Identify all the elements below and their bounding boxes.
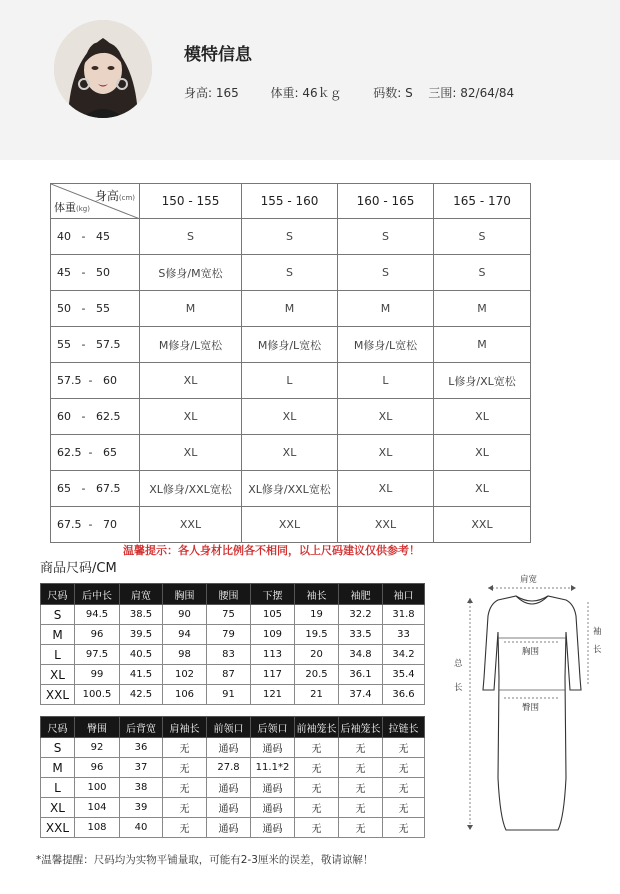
weight-row xyxy=(51,435,531,471)
model-avatar xyxy=(54,20,152,118)
arrow-down-icon xyxy=(467,825,473,830)
hip-label: 臀围 xyxy=(522,703,540,713)
weight-range-cell: 60 - 62.5 xyxy=(51,399,140,435)
size-table-row xyxy=(41,605,425,625)
measurement-cell: 无 xyxy=(383,798,425,818)
weight-range-cell: 50 - 55 xyxy=(51,291,140,327)
measurement-cell: 36.6 xyxy=(383,685,425,705)
size-recommendation-cell: S xyxy=(338,219,434,255)
height-range-header: 150 - 155 xyxy=(140,184,242,219)
size-code-cell: XL xyxy=(41,665,75,685)
size-code-cell: L xyxy=(41,645,75,665)
size-recommendation-cell: S xyxy=(434,255,531,291)
measurement-cell: 无 xyxy=(295,758,339,778)
size-table-header-cell: 尺码 xyxy=(41,717,75,738)
height-value: 165 xyxy=(215,86,239,100)
measurement-cell: 41.5 xyxy=(120,665,163,685)
chest-label: 胸围 xyxy=(522,647,540,657)
model-info-panel xyxy=(0,0,620,160)
size-table-header-cell: 肩袖长 xyxy=(163,717,207,738)
size-table-row xyxy=(41,758,425,778)
size-code-cell: M xyxy=(41,625,75,645)
model-stats-line xyxy=(184,84,514,101)
measurement-cell: 无 xyxy=(295,818,339,838)
weight-row xyxy=(51,399,531,435)
sleeve-label-2: 长 xyxy=(593,645,602,655)
measurement-cell: 通码 xyxy=(207,818,251,838)
size-recommendation-cell: M xyxy=(434,291,531,327)
size-table-row xyxy=(41,778,425,798)
height-header-row xyxy=(51,184,531,219)
size-table-header-cell: 后背宽 xyxy=(120,717,163,738)
size-recommendation-cell: XL xyxy=(140,363,242,399)
neckline-icon xyxy=(516,596,548,604)
measurement-cell: 121 xyxy=(251,685,295,705)
arrow-right-icon xyxy=(571,585,576,591)
measurement-cell: 19 xyxy=(295,605,339,625)
measurement-cell: 无 xyxy=(163,758,207,778)
size-table-header-cell: 后中长 xyxy=(75,584,120,605)
size-code-cell: S xyxy=(41,605,75,625)
weight-row xyxy=(51,291,531,327)
size-measurement-table-2 xyxy=(40,716,425,838)
size-recommendation-cell: M xyxy=(242,291,338,327)
weight-range-cell: 67.5 - 70 xyxy=(51,507,140,543)
dress-measurement-diagram xyxy=(448,568,618,848)
measurement-cell: 117 xyxy=(251,665,295,685)
measurement-cell: 19.5 xyxy=(295,625,339,645)
size-recommendation-cell: XL修身/XXL宽松 xyxy=(242,471,338,507)
measurement-cell: 109 xyxy=(251,625,295,645)
height-range-header: 165 - 170 xyxy=(434,184,531,219)
size-table-header-cell: 袖肥 xyxy=(339,584,383,605)
measurement-cell: 96 xyxy=(75,625,120,645)
size-table-row xyxy=(41,665,425,685)
measurement-cell: 无 xyxy=(383,818,425,838)
measurement-cell: 94.5 xyxy=(75,605,120,625)
measurement-cell: 98 xyxy=(163,645,207,665)
measurement-cell: 40 xyxy=(120,818,163,838)
height-label: 身高: xyxy=(184,86,213,100)
measurement-cell: 106 xyxy=(163,685,207,705)
size-table-header-cell: 臀围 xyxy=(75,717,120,738)
corner-height-label: 身高(cm) xyxy=(94,189,135,203)
weight-row xyxy=(51,219,531,255)
size-recommendation-cell: M xyxy=(338,291,434,327)
model-info-title: 模特信息 xyxy=(184,45,252,65)
size-table-row xyxy=(41,685,425,705)
corner-weight-label: 体重(kg) xyxy=(54,201,90,214)
measurement-cell: 无 xyxy=(383,758,425,778)
arrow-up-icon xyxy=(467,598,473,603)
size-code-cell: XXL xyxy=(41,818,75,838)
size-table-header-cell: 袖口 xyxy=(383,584,425,605)
size-table-header-cell: 后领口 xyxy=(251,717,295,738)
size-recommendation-cell: S xyxy=(140,219,242,255)
size-chart-heading: 商品尺码/CM xyxy=(40,561,117,576)
measurement-cell: 无 xyxy=(163,798,207,818)
measurement-cell: 34.8 xyxy=(339,645,383,665)
size-tip-notice: 温馨提示：各人身材比例各不相同，以上尺码建议仅供参考！ xyxy=(123,544,420,557)
measurement-cell: 113 xyxy=(251,645,295,665)
measurement-cell: 38 xyxy=(120,778,163,798)
measurement-cell: 104 xyxy=(75,798,120,818)
size-recommendation-cell: XL xyxy=(338,435,434,471)
measurement-cell: 42.5 xyxy=(120,685,163,705)
size-code-cell: S xyxy=(41,738,75,758)
measurement-cell: 105 xyxy=(251,605,295,625)
size-table-header-cell: 下摆 xyxy=(251,584,295,605)
size-recommendation-cell: S xyxy=(242,219,338,255)
height-range-header: 155 - 160 xyxy=(242,184,338,219)
size-recommendation-cell: XL xyxy=(140,399,242,435)
measurement-cell: 37.4 xyxy=(339,685,383,705)
size-recommendation-cell: L修身/XL宽松 xyxy=(434,363,531,399)
size-recommendation-cell: S xyxy=(242,255,338,291)
measurement-cell: 通码 xyxy=(251,818,295,838)
size-recommendation-cell: S修身/M宽松 xyxy=(140,255,242,291)
measurement-cell: 100.5 xyxy=(75,685,120,705)
measurement-cell: 39 xyxy=(120,798,163,818)
size-recommendation-cell: XL xyxy=(434,435,531,471)
size-table-row xyxy=(41,798,425,818)
measurement-cell: 无 xyxy=(295,778,339,798)
size-table-header-row xyxy=(41,717,425,738)
measurement-cell: 91 xyxy=(207,685,251,705)
measurement-cell: 通码 xyxy=(207,798,251,818)
measurement-cell: 通码 xyxy=(251,798,295,818)
measurement-cell: 无 xyxy=(295,798,339,818)
size-code-cell: L xyxy=(41,778,75,798)
measurement-cell: 37 xyxy=(120,758,163,778)
size-table-header-cell: 袖长 xyxy=(295,584,339,605)
measurement-cell: 通码 xyxy=(207,738,251,758)
measurement-cell: 75 xyxy=(207,605,251,625)
measurement-cell: 83 xyxy=(207,645,251,665)
weight-row xyxy=(51,327,531,363)
measurement-cell: 36 xyxy=(120,738,163,758)
size-table-row xyxy=(41,625,425,645)
size-recommendation-cell: M修身/L宽松 xyxy=(338,327,434,363)
measurement-cell: 无 xyxy=(339,798,383,818)
dress-outline-icon xyxy=(483,596,581,830)
size-table-header-cell: 尺码 xyxy=(41,584,75,605)
measurement-cell: 92 xyxy=(75,738,120,758)
size-table-header-cell: 前袖笼长 xyxy=(295,717,339,738)
size-recommendation-cell: XL xyxy=(140,435,242,471)
arrow-left-icon xyxy=(488,585,493,591)
measurement-cell: 35.4 xyxy=(383,665,425,685)
measurement-cell: 21 xyxy=(295,685,339,705)
measurement-cell: 无 xyxy=(383,738,425,758)
shoulder-label: 肩宽 xyxy=(520,575,538,585)
size-recommendation-cell: S xyxy=(338,255,434,291)
size-recommendation-cell: XL修身/XXL宽松 xyxy=(140,471,242,507)
measurement-cell: 34.2 xyxy=(383,645,425,665)
measurement-cell: 33.5 xyxy=(339,625,383,645)
measurement-cell: 40.5 xyxy=(120,645,163,665)
measurement-cell: 无 xyxy=(163,738,207,758)
measurement-footnote: *温馨提醒：尺码均为实物平铺量取，可能有2-3厘米的误差，敬请谅解！ xyxy=(36,854,374,866)
weight-row xyxy=(51,471,531,507)
height-range-header: 160 - 165 xyxy=(338,184,434,219)
weight-row xyxy=(51,363,531,399)
size-table-row xyxy=(41,738,425,758)
size-code-cell: M xyxy=(41,758,75,778)
weight-range-cell: 65 - 67.5 xyxy=(51,471,140,507)
size-recommendation-cell: XXL xyxy=(140,507,242,543)
weight-range-cell: 55 - 57.5 xyxy=(51,327,140,363)
size-table-row xyxy=(41,818,425,838)
measurement-cell: 无 xyxy=(339,738,383,758)
size-recommendation-cell: M xyxy=(434,327,531,363)
weight-range-cell: 62.5 - 65 xyxy=(51,435,140,471)
measurement-cell: 无 xyxy=(339,778,383,798)
size-code-cell: XL xyxy=(41,798,75,818)
size-label: 码数: xyxy=(373,86,402,100)
measurement-cell: 90 xyxy=(163,605,207,625)
size-recommendation-cell: XL xyxy=(242,399,338,435)
weight-range-cell: 40 - 45 xyxy=(51,219,140,255)
measurement-cell: 100 xyxy=(75,778,120,798)
weight-range-cell: 45 - 50 xyxy=(51,255,140,291)
size-recommendation-cell: S xyxy=(434,219,531,255)
measurement-cell: 通码 xyxy=(207,778,251,798)
length-label-1: 总 xyxy=(454,659,463,669)
weight-row xyxy=(51,507,531,543)
measurement-cell: 39.5 xyxy=(120,625,163,645)
size-recommendation-cell: M修身/L宽松 xyxy=(242,327,338,363)
measurement-cell: 无 xyxy=(163,778,207,798)
measurement-cell: 96 xyxy=(75,758,120,778)
size-table-header-cell: 胸围 xyxy=(163,584,207,605)
size-table-header-cell: 腰围 xyxy=(207,584,251,605)
measurement-cell: 32.2 xyxy=(339,605,383,625)
measurement-cell: 20.5 xyxy=(295,665,339,685)
size-table-header-cell: 拉链长 xyxy=(383,717,425,738)
size-recommendation-cell: M xyxy=(140,291,242,327)
size-table-header-row xyxy=(41,584,425,605)
measurement-cell: 87 xyxy=(207,665,251,685)
measurement-cell: 38.5 xyxy=(120,605,163,625)
length-label-2: 长 xyxy=(454,683,463,693)
size-recommendation-cell: XL xyxy=(242,435,338,471)
size-code-cell: XXL xyxy=(41,685,75,705)
measurement-cell: 无 xyxy=(163,818,207,838)
measurement-cell: 11.1*2 xyxy=(251,758,295,778)
measurement-cell: 无 xyxy=(339,818,383,838)
size-recommendation-cell: XL xyxy=(434,399,531,435)
size-recommendation-cell: XL xyxy=(338,399,434,435)
measurement-cell: 20 xyxy=(295,645,339,665)
measurement-cell: 通码 xyxy=(251,778,295,798)
measurement-cell: 79 xyxy=(207,625,251,645)
measurement-cell: 通码 xyxy=(251,738,295,758)
height-weight-size-table xyxy=(50,183,531,543)
measurement-cell: 99 xyxy=(75,665,120,685)
size-recommendation-cell: XXL xyxy=(338,507,434,543)
size-recommendation-cell: XXL xyxy=(242,507,338,543)
size-recommendation-cell: M修身/L宽松 xyxy=(140,327,242,363)
size-recommendation-cell: L xyxy=(242,363,338,399)
weight-range-cell: 57.5 - 60 xyxy=(51,363,140,399)
size-recommendation-cell: XL xyxy=(434,471,531,507)
weight-row xyxy=(51,255,531,291)
size-table-header-cell: 后袖笼长 xyxy=(339,717,383,738)
measurement-cell: 无 xyxy=(339,758,383,778)
model-portrait-icon xyxy=(54,20,152,118)
size-recommendation-cell: L xyxy=(338,363,434,399)
measurement-cell: 31.8 xyxy=(383,605,425,625)
weight-label: 体重: xyxy=(270,86,299,100)
measurement-cell: 108 xyxy=(75,818,120,838)
size-table-header-cell: 肩宽 xyxy=(120,584,163,605)
table-corner-cell xyxy=(51,184,140,219)
size-table-row xyxy=(41,645,425,665)
size-measurement-table-1 xyxy=(40,583,425,705)
measurement-cell: 102 xyxy=(163,665,207,685)
measurement-cell: 97.5 xyxy=(75,645,120,665)
size-recommendation-cell: XL xyxy=(338,471,434,507)
size-recommendation-cell: XXL xyxy=(434,507,531,543)
measurement-cell: 无 xyxy=(383,778,425,798)
measurements-label: 三围: xyxy=(428,86,457,100)
measurement-cell: 33 xyxy=(383,625,425,645)
measurement-cell: 36.1 xyxy=(339,665,383,685)
weight-value: 46ｋｇ xyxy=(302,86,342,100)
measurement-cell: 94 xyxy=(163,625,207,645)
size-value: S xyxy=(405,86,413,100)
measurement-cell: 27.8 xyxy=(207,758,251,778)
sleeve-label-1: 袖 xyxy=(593,627,602,637)
measurements-value: 82/64/84 xyxy=(460,86,515,100)
size-table-header-cell: 前领口 xyxy=(207,717,251,738)
measurement-cell: 无 xyxy=(295,738,339,758)
